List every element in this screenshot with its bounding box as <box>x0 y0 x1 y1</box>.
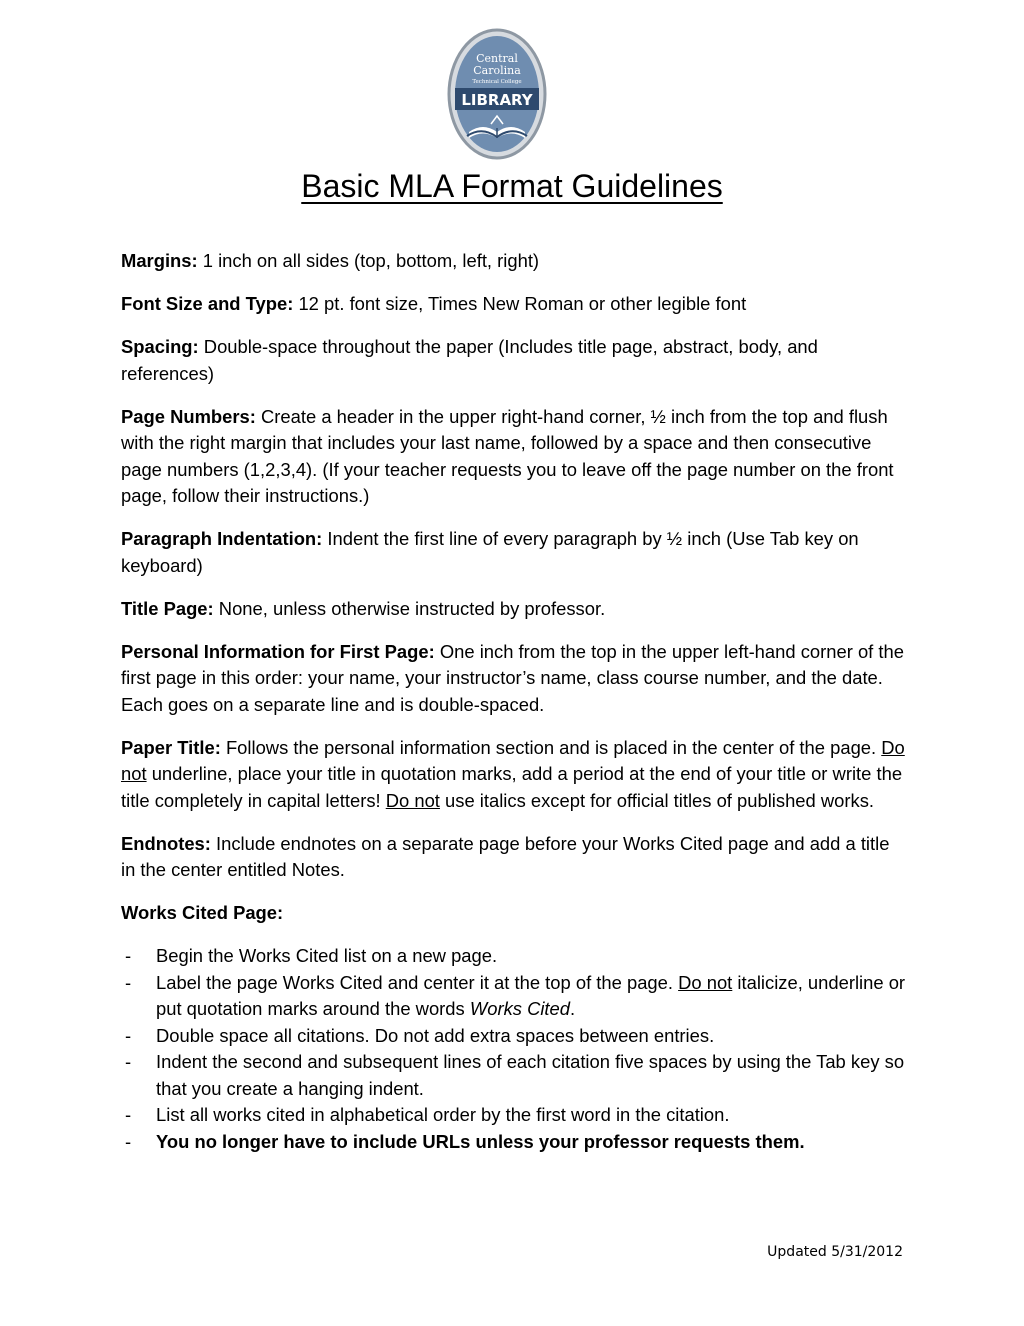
list-dash: - <box>125 1130 132 1152</box>
list-item <box>121 1023 906 1050</box>
works-cited-label: Works Cited Page: <box>121 902 284 923</box>
logo-text-carolina: Carolina <box>473 64 521 77</box>
list-item-text-b: italicize, underline or put quotation marks around the words <box>156 971 906 1019</box>
paper-title-do-not-2: Do not <box>385 789 440 811</box>
margins-text: 1 inch on all sides (top, bottom, left, right) <box>197 250 540 271</box>
library-logo <box>447 28 547 162</box>
page-numbers-label: Page Numbers: <box>121 405 256 427</box>
title-page-paragraph <box>121 596 906 623</box>
list-item-text: Begin the Works Cited list on a new page. <box>156 945 498 966</box>
paper-title-label: Paper Title: <box>121 736 221 758</box>
font-paragraph <box>121 291 906 318</box>
title-page-label: Title Page: <box>121 597 214 619</box>
indentation-label: Paragraph Indentation: <box>121 528 323 549</box>
personal-info-label: Personal Information for First Page: <box>121 640 435 662</box>
font-text: 12 pt. font size, Times New Roman or other legible font <box>293 293 747 314</box>
paper-title-text-b: underline, place your title in quotation marks, add a period at the end of your title or write the title completely in capital letters! <box>121 763 903 811</box>
paper-title-text-c: use italics except for official titles of published works. <box>439 789 875 811</box>
indentation-paragraph <box>121 526 906 579</box>
list-item <box>121 1129 906 1156</box>
paper-title-text-a: Follows the personal information section and is placed in the center of the page. <box>220 736 882 758</box>
list-dash: - <box>125 1104 132 1125</box>
logo-text-central: Central <box>476 52 518 65</box>
list-item-text: Indent the second and subsequent lines of each citation five spaces by using the Tab key so that you create a hanging indent. <box>156 1051 905 1099</box>
list-item <box>121 1102 906 1129</box>
list-dash: - <box>125 971 132 993</box>
document-title: Basic MLA Format Guidelines <box>301 168 723 204</box>
list-item <box>121 1049 906 1102</box>
list-item-do-not: Do not <box>678 971 733 993</box>
page-numbers-paragraph <box>121 404 906 510</box>
list-dash: - <box>125 1024 132 1046</box>
logo-text-college: Technical College <box>472 79 522 85</box>
list-item-text: Double space all citations. Do not add extra spaces between entries. <box>156 1024 715 1046</box>
list-item-text: List all works cited in alphabetical order by the first word in the citation. <box>156 1104 730 1125</box>
list-item-text-a: Label the page Works Cited and center it at the top of the page. <box>156 971 679 993</box>
spacing-paragraph <box>121 334 906 387</box>
works-cited-list <box>121 943 906 1155</box>
title-page-text: None, unless otherwise instructed by professor. <box>213 597 606 619</box>
spacing-text: Double-space throughout the paper (Includes title page, abstract, body, and references) <box>121 336 818 384</box>
margins-label: Margins: <box>121 250 198 271</box>
font-label: Font Size and Type: <box>121 293 294 314</box>
list-item-italic: Works Cited <box>469 998 571 1019</box>
endnotes-paragraph <box>121 831 906 884</box>
guidelines-body <box>121 248 906 1155</box>
endnotes-text: Include endnotes on a separate page before your Works Cited page and add a title in the center entitled Notes. <box>121 832 890 880</box>
paper-title-paragraph <box>121 735 906 815</box>
works-cited-heading <box>121 900 906 927</box>
list-item <box>121 970 906 1023</box>
list-item-text: You no longer have to include URLs unless your professor requests them. <box>156 1130 805 1152</box>
spacing-label: Spacing: <box>121 336 199 357</box>
list-dash: - <box>125 1051 132 1072</box>
list-item-end: . <box>570 998 576 1019</box>
personal-info-paragraph <box>121 639 906 719</box>
logo-text-library: LIBRARY <box>461 91 533 109</box>
list-item <box>121 943 906 970</box>
indentation-text: Indent the first line of every paragraph by ½ inch (Use Tab key on keyboard) <box>121 528 859 576</box>
personal-info-text: One inch from the top in the upper left-hand corner of the first page in this order: your name, your instructor’s name, class course number, and the date. Each goes on a separate line and is double-spaced. <box>121 640 904 715</box>
page-numbers-text: Create a header in the upper right-hand corner, ½ inch from the top and flush with the right margin that includes your last name, followed by a space and then consecutive page numbers (1,2,3,4). (If your teacher requests you to leave off the page number on the front page, follow their instructions.) <box>121 405 894 506</box>
margins-paragraph <box>121 248 906 275</box>
paper-title-do-not-1: Do not <box>121 736 905 784</box>
updated-date: Updated 5/31/2012 <box>767 1244 903 1260</box>
endnotes-label: Endnotes: <box>121 832 211 854</box>
list-dash: - <box>125 945 132 966</box>
